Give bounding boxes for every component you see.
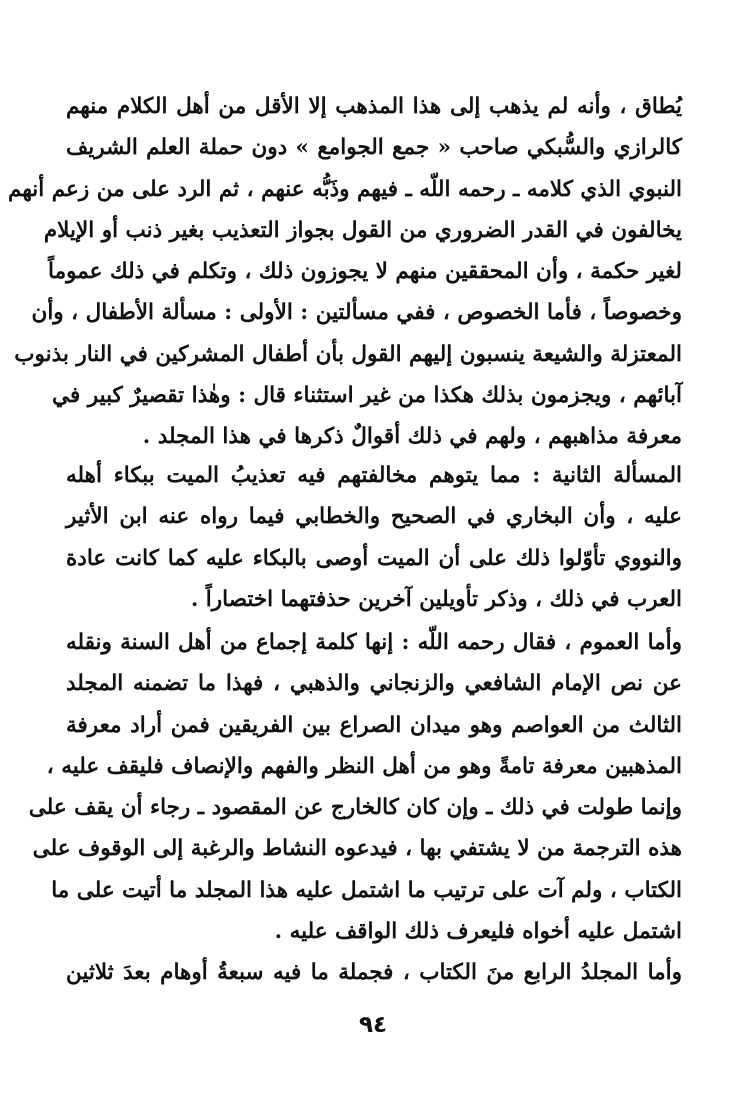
text-line: الكتاب ، ولم آت على ترتيب ما اشتمل عليه هذا المجلد ما أتيت على ما <box>51 877 682 903</box>
paragraph-1 <box>8 86 682 458</box>
text-line: النبوي الذي كلامه ـ رحمه اللّه ـ فيهم وذَبُّه عنهم ، ثم الرد على من زعم أنهم <box>8 176 682 202</box>
text-line: يخالفون في القدر الضروري من القول بجواز التعذيب بغير ذنب أو الإيلام <box>43 217 682 243</box>
text-line: عليه ، وأن البخاري في الصحيح والخطابي فيما رواه عنه ابن الأثير <box>66 504 682 530</box>
text-line: وأما العموم ، فقال رحمه اللّه : إنها كلمة إجماع من أهل السنة ونقله <box>66 630 682 655</box>
paragraph-3 <box>28 622 683 952</box>
page-number: ٩٤ <box>358 1012 388 1038</box>
text-line: وإنما طولت في ذلك ـ وإن كان كالخارج عن المقصود ـ رجاء أن يقف على <box>28 795 682 821</box>
text-line: آبائهم ، ويجزمون بذلك هكذا من غير استثناء قال : وهٰذا تقصيرٌ كبير في <box>52 383 682 409</box>
text-line: عن نص الإمام الشافعي والزنجاني والذهبي ، فهذا ما تضمنه المجلد <box>66 671 683 697</box>
text-line: معرفة مذاهبهم ، ولهم في ذلك أقوالٌ ذكرها في هذا المجلد . <box>142 424 682 450</box>
text-line: والنووي تأوّلوا ذلك على أن الميت أوصى بالبكاء عليه كما كانت عادة <box>66 545 682 571</box>
text-line: العرب في ذلك ، وذكر تأويلين آخرين حذفتهما اختصاراً . <box>190 586 682 612</box>
text-line: هذه الترجمة من لا يشتفي بها ، فيدعوه النشاط والرغبة إلى الوقوف على <box>32 836 682 862</box>
text-line: يُطاق ، وأنه لم يذهب إلى هذا المذهب إلا الأقل من أهل الكلام منهم <box>66 94 682 119</box>
text-line: المعتزلة والشيعة ينسبون إليهم القول بأن أطفال المشركين في النار بذنوب <box>14 341 682 367</box>
text-line: وأما المجلدُ الرابع منَ الكتاب ، فجملة ما فيه سبعةُ أوهام بعدَ ثلاثين <box>66 960 682 985</box>
paragraph-2 <box>66 455 682 620</box>
text-line: المذهبين معرفة تامةً وهو من أهل النظر والفهم والإنصاف فليقف عليه ، <box>46 753 682 779</box>
text-line: وخصوصاً ، فأما الخصوص ، ففي مسألتين : الأولى : مسألة الأطفال ، وأن <box>31 300 682 326</box>
text-line: الثالث من العواصم وهو ميدان الصراع بين الفريقين فمن أراد معرفة <box>66 712 682 738</box>
text-line: المسألة الثانية : مما يتوهم مخالفتهم فيه تعذيبُ الميت ببكاء أهله <box>66 463 682 488</box>
paragraph-4 <box>66 952 682 993</box>
text-line: كالرازي والسُّبكي صاحب « جمع الجوامع » دون حملة العلم الشريف <box>66 135 682 161</box>
text-line: لغير حكمة ، وأن المحققين منهم لا يجوزون ذلك ، وتكلم في ذلك عموماً <box>48 259 682 285</box>
text-line: اشتمل عليه أخواه فليعرف ذلك الواقف عليه . <box>274 919 682 945</box>
